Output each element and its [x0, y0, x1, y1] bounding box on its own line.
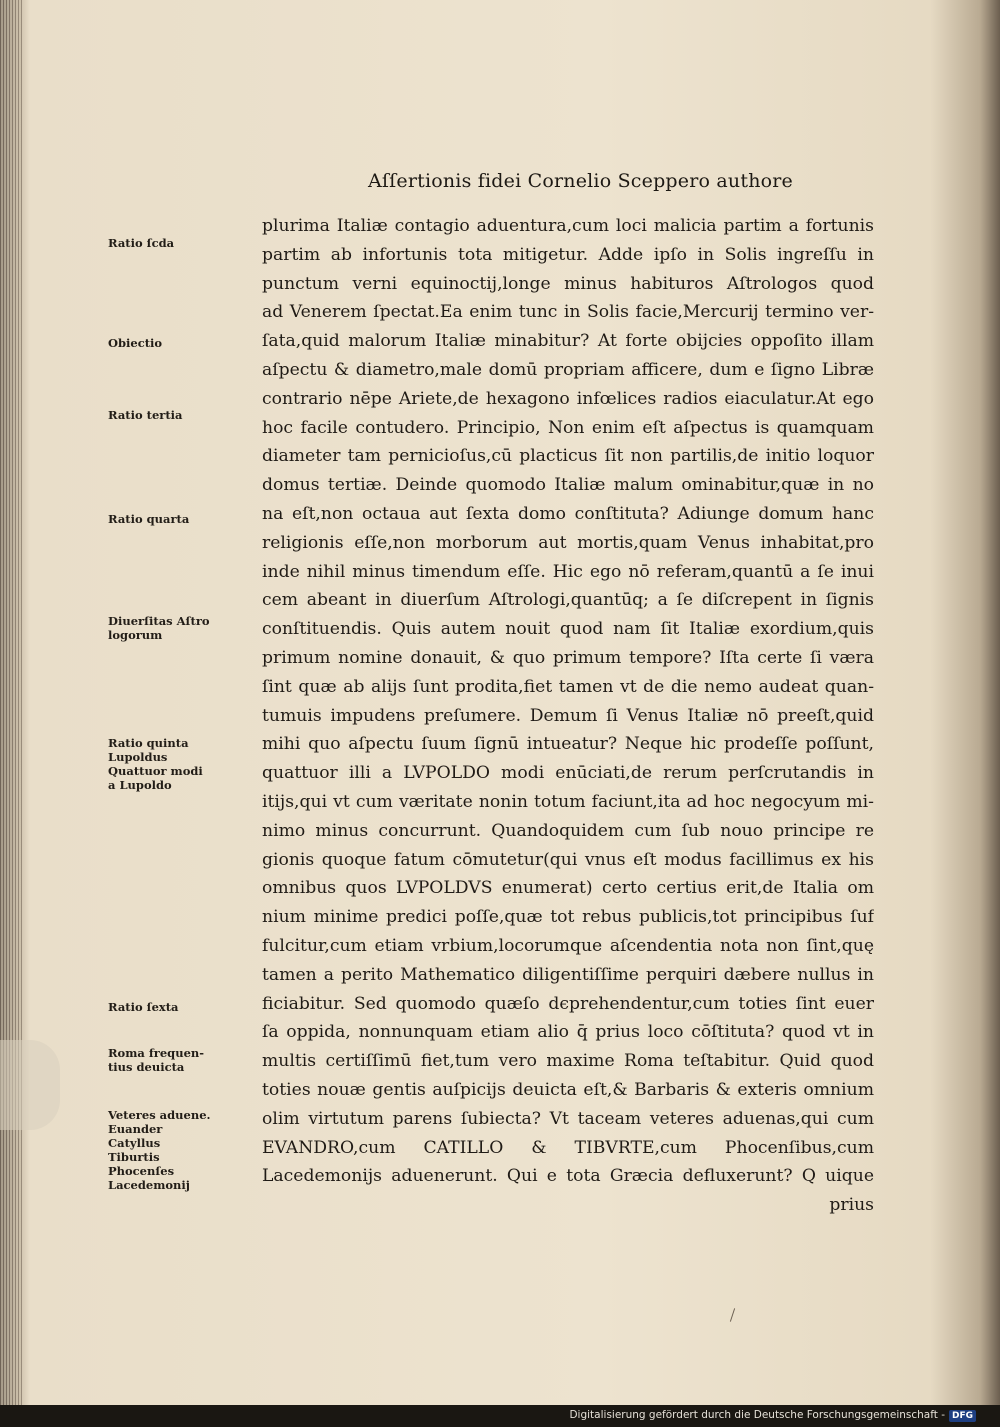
margin-note-line: a Lupoldo — [108, 778, 172, 792]
pencil-mark — [730, 1308, 735, 1322]
text-line: domus tertiæ. Deinde quomodo Italiæ malum ominabitur,quæ in no — [262, 475, 874, 496]
text-line: prius — [829, 1195, 874, 1216]
margin-note — [108, 408, 248, 422]
margin-note-line: Ratio quarta — [108, 512, 190, 526]
text-line: mihi quo aſpectu ſuum ſignū intueatur? Neque hic prodeſſe poſſunt, — [262, 734, 874, 755]
margin-note — [108, 336, 248, 350]
text-line: ſa oppida, nonnunquam etiam alio q̄ prius loco cōſtituta? quod vt in — [262, 1022, 874, 1043]
text-line: gionis quoque fatum cōmutetur(qui vnus eſt modus facillimus ex his — [262, 849, 874, 870]
text-line: itijs,qui vt cum væritate nonin totum faciunt,ita ad hoc negocyum mi- — [262, 791, 874, 812]
text-line: multis certiſſimū fiet,tum vero maxime Roma teſtabitur. Quid quod — [262, 1051, 874, 1072]
text-line: cem abeant in diuerſum Aſtrologi,quantūq; a ſe diſcrepent in ſignis — [262, 590, 874, 611]
text-line: tamen a perito Mathematico diligentiſſime perquiri dæbere nullus in — [262, 964, 874, 985]
margin-note — [108, 1108, 248, 1192]
margin-note-line: Tiburtis — [108, 1150, 160, 1164]
text-line: nium minime predici poſſe,quæ tot rebus publicis,tot principibus ſuf — [262, 907, 874, 928]
text-line: contrario nēpe Ariete,de hexagono infœlices radios eiaculatur.At ego — [262, 388, 874, 409]
text-line: Lacedemonijs aduenerunt. Qui e tota Græcia defluxerunt? Q uique — [262, 1166, 874, 1187]
margin-note — [108, 1046, 248, 1074]
margin-note-line: Ratio tertia — [108, 408, 183, 422]
margin-note — [108, 614, 248, 642]
margin-note-line: logorum — [108, 628, 163, 642]
margin-note-line: Veteres aduene. — [108, 1108, 211, 1122]
text-line: olim virtutum parens ſubiecta? Vt taceam veteres aduenas,qui cum — [262, 1108, 874, 1129]
credit-text: Digitalisierung gefördert durch die Deutsche Forschungsgemeinschaft - — [569, 1409, 945, 1421]
margin-note-line: Ratio quinta — [108, 736, 189, 750]
margin-note — [108, 236, 248, 250]
margin-note-line: Diuerſitas Aſtro — [108, 614, 210, 628]
text-line: aſpectu & diametro,male domū propriam afficere, dum e ſigno Libræ — [262, 359, 874, 380]
margin-note — [108, 512, 248, 526]
text-line: ſint quæ ab alijs ſunt prodita,fiet tamen vt de die nemo audeat quan- — [262, 676, 874, 697]
margin-note-line: Lupoldus — [108, 750, 168, 764]
margin-note-line: Lacedemonij — [108, 1178, 190, 1192]
margin-note-line: Catyllus — [108, 1136, 161, 1150]
text-line: ad Venerem ſpectat.Ea enim tunc in Solis facie,Mercurij termino ver- — [262, 302, 874, 323]
digitization-credit — [569, 1409, 976, 1422]
margin-note-line: Roma frequen- — [108, 1046, 205, 1060]
text-line: ſata,quid malorum Italiæ minabitur? At forte obijcies oppoſito illam — [262, 331, 874, 352]
text-line: tumuis impudens preſumere. Demum ſi Venus Italiæ nō preeſt,quid — [262, 705, 874, 726]
margin-note-line: Phocenſes — [108, 1164, 175, 1178]
text-line: toties nouæ gentis auſpicijs deuicta eſt,& Barbaris & exteris omnium — [262, 1079, 874, 1100]
margin-note-line: Ratio ſcda — [108, 236, 175, 250]
main-text-block — [262, 212, 874, 1220]
text-line: na eſt,non octaua aut ſexta domo conſtituta? Adiunge domum hanc — [262, 503, 874, 524]
page-tab-shadow — [0, 1040, 60, 1130]
margin-note-line: Ratio ſexta — [108, 1000, 179, 1014]
text-line: omnibus quos LVPOLDVS enumerat) certo certius erit,de Italia om — [262, 878, 874, 899]
dfg-logo: DFG — [949, 1410, 976, 1422]
text-line: nimo minus concurrunt. Quandoquidem cum ſub nouo principe re — [262, 820, 874, 841]
text-line: diameter tam pernicioſus,cū placticus ſit non partilis,de initio loquor — [262, 446, 874, 467]
text-line: conſtituendis. Quis autem nouit quod nam ſit Italiæ exordium,quis — [262, 619, 874, 640]
margin-note-line: Obiectio — [108, 336, 163, 350]
margin-note-line: Euander — [108, 1122, 163, 1136]
text-line: punctum verni equinoctij,longe minus habituros Aſtrologos quod — [262, 273, 874, 294]
margin-note — [108, 1000, 248, 1014]
margin-note-line: Quattuor modi — [108, 764, 203, 778]
text-line: inde nihil minus timendum eſſe. Hic ego nō referam,quantū a ſe inui — [262, 561, 874, 582]
margin-note-line: tius deuicta — [108, 1060, 185, 1074]
running-header: Aſſertionis fidei Cornelio Sceppero authore — [368, 170, 794, 192]
text-line: partim ab infortunis tota mitigetur. Adde ipſo in Solis ingreſſu in — [262, 244, 874, 265]
page-stack-edge — [0, 0, 22, 1405]
text-line: ficiabitur. Sed quomodo quæſo dєprehendentur,cum toties ſint euer — [262, 993, 874, 1014]
text-line: plurima Italiæ contagio aduentura,cum loci malicia partim a fortunis — [262, 216, 874, 236]
text-line: primum nomine donauit, & quo primum tempore? Iſta certe ſi væra — [262, 647, 874, 668]
text-line: religionis eſſe,non morborum aut mortis,quam Venus inhabitat,pro — [262, 532, 874, 553]
text-line: hoc facile contudero. Principio, Non enim eſt aſpectus is quamquam — [262, 417, 874, 438]
text-line: fulcitur,cum etiam vrbium,locorumque aſcendentia nota non ſint,quę — [262, 935, 874, 956]
margin-note — [108, 736, 248, 792]
text-line: EVANDRO,cum CATILLO & TIBVRTE,cum Phocenſibus,cum — [262, 1137, 874, 1158]
text-line: quattuor illi a LVPOLDO modi enūciati,de rerum perſcrutandis in — [262, 763, 874, 784]
